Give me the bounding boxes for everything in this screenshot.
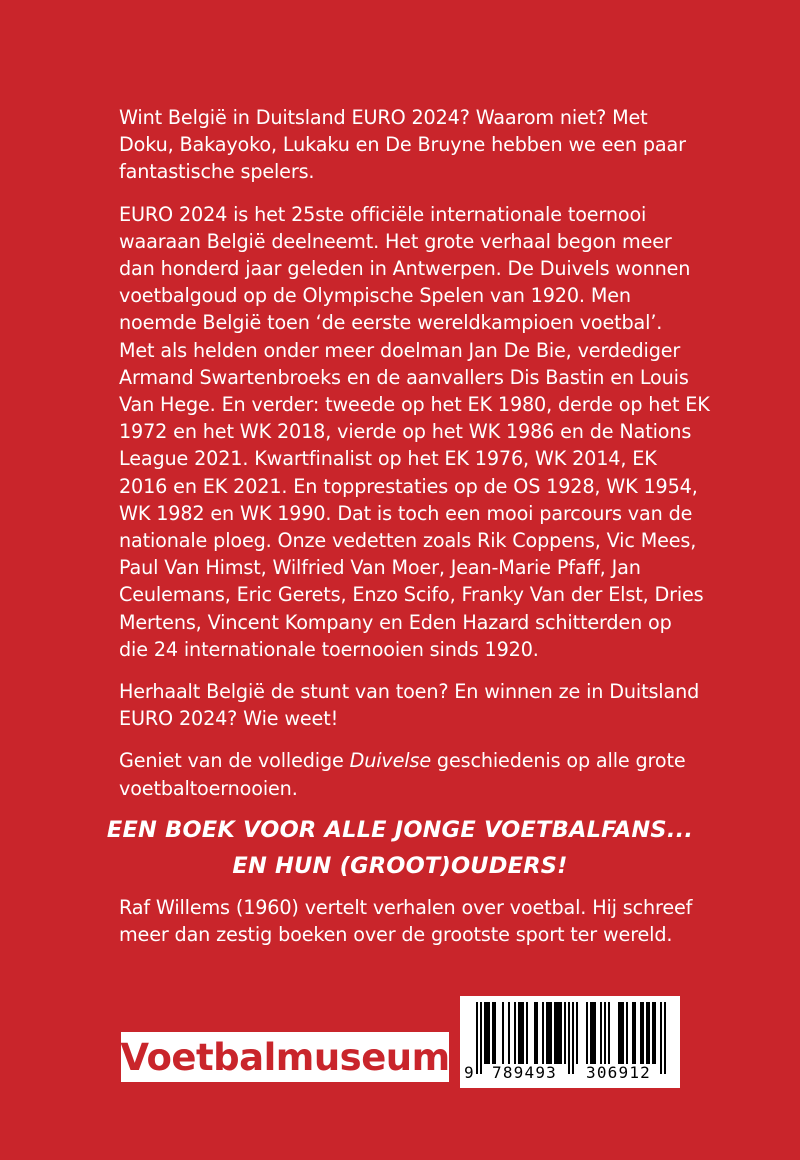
barcode-lead-digit: 9 (464, 1063, 474, 1082)
text-line: EURO 2024? Wie weet! (119, 707, 339, 731)
barcode-number (464, 1062, 676, 1084)
barcode-bar (640, 1002, 642, 1064)
author-line: Raf Willems (1960) vertelt verhalen over voetbal. Hij schreef (119, 896, 693, 919)
paragraph-question (119, 678, 719, 732)
barcode-bar (546, 1002, 548, 1064)
headline-line: EN HUN (GROOT)OUDERS! (232, 853, 568, 879)
text-line: WK 1982 en WK 1990. Dat is toch een mooi parcours van de (119, 501, 693, 525)
barcode-bar (618, 1002, 620, 1064)
barcode-bar (642, 1002, 644, 1064)
headline (0, 812, 800, 884)
barcode-bar (486, 1002, 488, 1064)
barcode-bar (526, 1002, 528, 1064)
text-line (119, 747, 719, 774)
barcode-bar (560, 1002, 562, 1064)
barcode-bar (542, 1002, 544, 1064)
text-line: 1972 en het WK 2018, vierde op het WK 1986 en de Nations (119, 420, 692, 444)
text-line: voetbalgoud op de Olympische Spelen van 1920. Men (119, 284, 631, 308)
text-line: Van Hege. En verder: tweede op het EK 1980, derde op het EK (119, 393, 710, 417)
text-line: die 24 internationale toernooien sinds 1920. (119, 637, 539, 661)
closing-text: geschiedenis op alle grote (430, 749, 686, 773)
barcode-bar (492, 1002, 494, 1064)
text-line: nationale ploeg. Onze vedetten zoals Rik Coppens, Vic Mees, (119, 529, 697, 553)
barcode-bar (520, 1002, 522, 1064)
barcode-bar (556, 1002, 558, 1064)
barcode-bar (522, 1002, 524, 1064)
text-line: Ceulemans, Eric Gerets, Enzo Scifo, Franky Van der Elst, Dries (119, 583, 704, 607)
text-line: Mertens, Vincent Kompany en Eden Hazard schitterden op (119, 610, 672, 634)
publisher-logo (121, 1032, 449, 1082)
barcode-bar (594, 1002, 596, 1064)
headline-line: EEN BOEK VOOR ALLE JONGE VOETBALFANS... (106, 817, 694, 843)
barcode-left-group: 789493 (492, 1063, 557, 1082)
text-line: Met als helden onder meer doelman Jan De Bie, verdediger (119, 338, 681, 362)
text-line: Paul Van Himst, Wilfried Van Moer, Jean-Marie Pfaff, Jan (119, 556, 641, 580)
barcode-bar (554, 1002, 556, 1064)
isbn-barcode (460, 996, 680, 1088)
text-line: dan honderd jaar geleden in Antwerpen. De Duivels wonnen (119, 257, 691, 281)
text-line: EURO 2024 is het 25ste officiële internationale toernooi (119, 202, 647, 226)
barcode-bar (488, 1002, 490, 1064)
author-line: meer dan zestig boeken over de grootste sport ter wereld. (119, 923, 673, 947)
blurb (119, 104, 719, 817)
barcode-bar (608, 1002, 610, 1064)
paragraph-history (119, 201, 719, 663)
barcode-bar (634, 1002, 636, 1064)
barcode-bar (534, 1002, 536, 1064)
barcode-bar (646, 1002, 648, 1064)
text-line: voetbaltoernooien. (119, 776, 298, 800)
barcode-bar (590, 1002, 592, 1064)
barcode-bar (508, 1002, 510, 1064)
text-line: Doku, Bakayoko, Lukaku en De Bruyne hebben we een paar (119, 133, 686, 157)
text-line: Armand Swartenbroeks en de aanvallers Dis Bastin en Louis (119, 365, 689, 389)
barcode-bar (536, 1002, 538, 1064)
publisher-name: Voetbalmuseum (120, 1035, 450, 1079)
barcode-bar (494, 1002, 496, 1064)
paragraph-intro (119, 104, 719, 186)
barcode-bar (648, 1002, 650, 1064)
barcode-bar (518, 1002, 520, 1064)
barcode-bar (622, 1002, 624, 1064)
barcode-bar (626, 1002, 628, 1064)
text-line: 2016 en EK 2021. En topprestaties op de OS 1928, WK 1954, (119, 474, 698, 498)
text-line: noemde België toen ‘de eerste wereldkampioen voetbal’. (119, 311, 663, 335)
barcode-right-group: 306912 (586, 1063, 651, 1082)
barcode-bar (548, 1002, 550, 1064)
barcode-bar (586, 1002, 588, 1064)
text-line: waaraan België deelneemt. Het grote verhaal begon meer (119, 229, 672, 253)
barcode-bar (576, 1002, 578, 1064)
barcode-bar (632, 1002, 634, 1064)
barcode-bar (558, 1002, 560, 1064)
barcode-bar (484, 1002, 486, 1064)
closing-text: Geniet van de volledige (119, 749, 350, 773)
barcode-bar (652, 1002, 654, 1064)
barcode-bar (592, 1002, 594, 1064)
text-line: Herhaalt België de stunt van toen? En winnen ze in Duitsland (119, 680, 700, 704)
barcode-bar (604, 1002, 606, 1064)
barcode-bar (502, 1002, 504, 1064)
text-line: Wint België in Duitsland EURO 2024? Waarom niet? Met (119, 106, 648, 129)
barcode-bar (620, 1002, 622, 1064)
barcode-bar (550, 1002, 552, 1064)
barcode-bar (654, 1002, 656, 1064)
text-line: League 2021. Kwartfinalist op het EK 1976, WK 2014, EK (119, 447, 657, 471)
author-bio (119, 894, 719, 948)
barcode-bar (514, 1002, 516, 1064)
barcode-bar (564, 1002, 566, 1064)
closing-emphasis: Duivelse (349, 749, 431, 773)
barcode-bar (600, 1002, 602, 1064)
paragraph-closing (119, 747, 719, 801)
text-line: fantastische spelers. (119, 160, 315, 184)
